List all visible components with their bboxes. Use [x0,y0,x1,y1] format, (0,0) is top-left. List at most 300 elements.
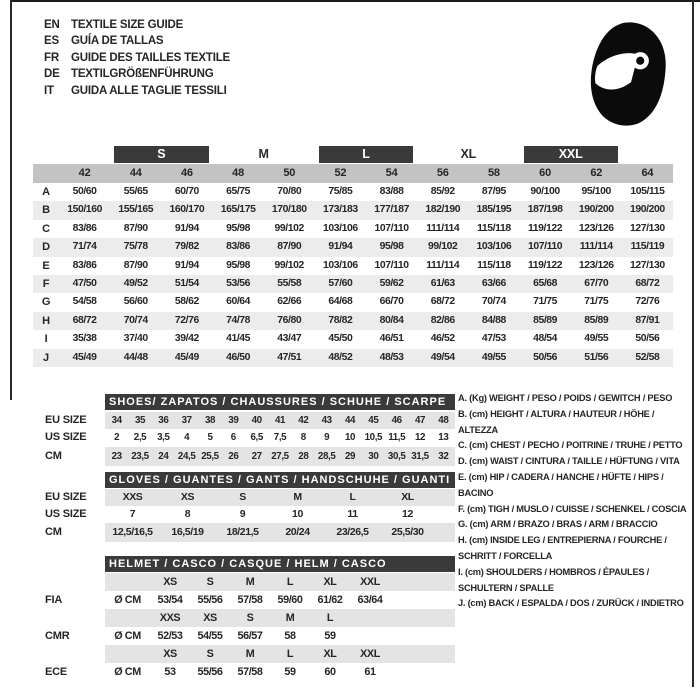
helmet-size-label: M [245,648,255,660]
border-left-line [10,0,12,400]
size-value: 36 [158,415,169,426]
size-value: 67/70 [584,277,609,289]
size-value: 52/58 [635,351,660,363]
helmet-size-label: M [285,612,295,624]
size-value: 87/91 [635,314,660,326]
size-value: 91/94 [174,259,199,271]
size-value: 95/98 [226,259,251,271]
language-label: TEXTILE SIZE GUIDE [71,19,184,31]
size-value: 45 [368,415,379,426]
helmet-size-label: S [206,648,214,660]
row-label: H [42,314,50,327]
size-column-header: 64 [641,167,654,179]
gloves-row-label: US SIZE [45,508,87,520]
helmet-size-label: S [246,612,254,624]
size-value: 40 [251,415,262,426]
shoes-row [105,429,455,446]
size-value: 45/49 [174,351,199,363]
size-value: XL [401,491,414,503]
shoes-section-title: SHOES/ ZAPATOS / CHAUSSURES / SCHUHE / SCARPE [105,394,455,410]
helmet-size-label: XXL [360,648,380,660]
size-value: 30 [368,451,379,462]
language-label: GUIDA ALLE TAGLIE TESSILI [71,84,227,97]
size-value: 115/118 [477,259,511,271]
size-value: 38 [204,415,216,426]
helmet-size-label: S [206,576,214,588]
size-value: 63/66 [481,277,506,289]
size-value: 47/53 [481,333,506,345]
size-value: 18/21,5 [226,526,259,538]
size-value: 105/115 [630,186,665,197]
size-value: 10 [292,508,303,520]
size-value: 123/126 [578,259,614,271]
size-value: 95/98 [379,241,404,253]
helmet-size-value: 53 [164,666,176,678]
size-value: 34 [111,415,122,426]
size-value: 37/40 [123,333,148,345]
helmet-size-label: XXS [159,612,181,624]
shoes-row-label: US SIZE [45,431,87,443]
size-value: 103/106 [476,241,512,253]
helmet-size-value: 59 [284,666,296,678]
size-value: 24,5 [177,451,196,462]
size-value: 82/86 [430,314,455,326]
size-value: 49/55 [481,351,506,363]
size-value: 190/200 [630,204,665,216]
size-value: 91/94 [328,241,353,253]
size-value: 60/70 [174,186,199,197]
size-value: 103/106 [323,222,358,234]
size-value: 29 [344,451,356,462]
size-value: 68/72 [430,296,455,308]
size-value: 71/74 [72,241,97,253]
size-value: 37 [181,415,192,426]
helmet-size-value: 57/58 [237,666,263,678]
helmet-size-value: 63/64 [357,594,383,606]
helmet-size-value: 57/58 [237,594,263,606]
size-column-header: 46 [180,167,193,179]
size-value: 10 [344,432,356,443]
size-value: 12 [414,432,426,443]
gloves-row-label: EU SIZE [45,491,87,503]
size-value: 55/58 [277,277,302,289]
size-value: 43/47 [277,333,302,345]
legend-item: C. (cm) CHEST / PECHO / POITRINE / TRUHE / PETTO [458,440,683,451]
measure-row-c [33,220,673,238]
size-value: 65/75 [226,186,251,197]
size-value: 35/38 [72,333,97,345]
size-value: 25,5 [201,451,219,462]
size-value: 65/68 [533,277,558,289]
size-value: 28 [298,451,309,462]
language-row [44,33,230,49]
size-value: 72/76 [174,314,199,326]
helmet-value-row [105,627,455,645]
size-value: 28,5 [317,451,336,462]
size-value: 85/89 [533,314,558,326]
helmet-size-label: XL [323,576,337,588]
size-value: 54/58 [72,296,97,308]
language-label: GUÍA DE TALLAS [71,35,164,48]
standard-label: CMR [45,630,70,642]
size-value: 185/195 [476,204,512,216]
measure-row-b [33,201,673,219]
size-value: 68/72 [72,314,97,326]
language-label: GUIDE DES TAILLES TEXTILE [71,51,230,64]
size-value: 57/60 [328,277,353,289]
size-value: 23 [111,451,122,462]
language-row [44,50,230,66]
row-label: G [41,296,51,309]
gloves-row [105,489,455,506]
helmet-size-value: 56/57 [237,630,263,642]
size-value: 51/56 [584,351,609,363]
size-value: 127/130 [630,222,665,234]
size-value: 59/62 [379,277,404,289]
size-value: 51/54 [174,277,199,289]
size-column-header: 56 [436,167,449,179]
size-value: 127/130 [630,259,665,271]
size-value: 46/51 [379,333,404,345]
helmet-value-row [105,663,455,681]
size-value: 76/80 [277,314,302,326]
size-value: 48/52 [328,351,353,363]
helmet-size-label: L [326,612,334,624]
size-value: 12 [402,508,413,520]
helmet-size-value: 60 [324,666,336,678]
size-value: 6 [230,432,236,443]
size-value: 49/55 [584,333,609,345]
size-value: 26 [228,451,239,462]
size-value: 83/86 [226,241,251,253]
size-value: 107/110 [527,241,563,253]
size-value: 10,5 [364,432,383,443]
size-value: 49/54 [430,351,455,363]
helmet-size-value: 52/53 [157,630,183,642]
helmet-size-label: XS [163,648,177,660]
size-value: 62/66 [277,296,302,308]
language-code: IT [44,84,54,97]
helmet-size-value: 61 [364,666,376,678]
size-value: 41/45 [226,333,251,345]
size-value: XS [180,491,195,503]
size-group-m: M [258,147,269,161]
language-row [44,83,230,99]
size-value: 72/76 [635,296,660,308]
size-column-header: 58 [487,167,500,179]
size-value: 11 [347,508,358,520]
row-label: E [42,259,50,272]
language-code: DE [44,68,60,81]
helmet-size-value: 54/55 [197,630,223,642]
size-column-header: 52 [334,167,347,179]
textile-size-table [33,145,673,367]
size-value: 177/187 [374,204,409,216]
size-value: 83/86 [72,259,97,271]
size-value: 91/94 [174,222,199,234]
size-value: 119/122 [527,259,563,271]
size-group-l: L [319,146,413,163]
size-value: 64/68 [328,296,353,308]
gloves-row [105,523,455,542]
size-value: 123/126 [578,222,614,234]
size-value: 95/100 [581,186,611,197]
size-value: 39/42 [174,333,199,345]
helmet-size-label: XL [323,648,337,660]
measure-row-f [33,275,673,293]
diameter-unit: Ø CM [114,594,141,606]
spacer-cell [33,164,59,183]
size-value: 60/64 [226,296,251,308]
size-value: 25,5/30 [391,526,424,538]
size-value: 27 [251,451,262,462]
shoes-row-label: EU SIZE [45,414,87,426]
size-value: 87/90 [123,259,148,271]
size-value: 107/110 [374,259,409,271]
helmet-size-label: L [286,576,294,588]
border-top-line [10,0,700,2]
size-column-header: 62 [590,167,603,179]
size-value: 5 [207,432,213,443]
row-label: D [42,241,50,254]
size-value: 9 [324,432,330,443]
size-value: 85/89 [584,314,609,326]
size-value: 20/24 [285,526,310,538]
size-value: 35 [134,415,146,426]
helmet-size-row [105,609,455,627]
size-value: 71/75 [584,296,609,308]
size-value: 115/118 [477,222,511,234]
size-column-header: 60 [539,167,551,179]
racing-helmet-icon [586,20,670,130]
size-value: S [239,491,246,503]
size-value: 75/85 [328,186,353,197]
row-label: C [42,222,50,235]
standard-label: ECE [45,666,68,678]
size-value: 66/70 [379,296,404,308]
size-value: 187/198 [527,204,563,216]
size-value: 111/114 [579,241,613,253]
size-value: 99/102 [428,241,458,253]
size-column-header: 50 [283,167,296,179]
row-label: J [43,351,49,364]
legend-item: I. (cm) SHOULDERS / HOMBROS / ÉPAULES / SCHULTERN / SPALLE [458,566,650,593]
legend-item: G. (cm) ARM / BRAZO / BRAS / ARM / BRACCIO [458,519,658,530]
legend-item: B. (cm) HEIGHT / ALTURA / HAUTEUR / HÖHE / ALTEZZA [458,408,655,435]
size-value: 24 [158,451,169,462]
size-group-xl: XL [460,147,477,161]
size-value: 48/54 [533,333,558,345]
measurement-legend [458,391,696,612]
size-value: 70/80 [277,186,302,197]
row-label: F [42,277,50,290]
size-value: 7 [129,508,136,520]
spacer-cell [105,609,150,627]
size-value: 115/119 [630,241,665,253]
size-value: 83/86 [72,222,97,234]
measure-row-i [33,330,673,348]
size-value: 165/175 [220,204,256,216]
row-label: B [42,204,50,217]
size-value: 58/62 [174,296,199,308]
size-value: 160/170 [169,204,205,216]
size-value: 87/90 [123,222,148,234]
size-value: 79/82 [174,241,199,253]
size-value: 53/56 [226,277,251,289]
shoes-row [105,412,455,429]
legend-item: A. (Kg) WEIGHT / PESO / POIDS / GEWITCH / PESO [458,393,673,403]
size-column-header: 42 [78,167,91,179]
size-value: 45/49 [72,351,97,363]
size-value: 107/110 [374,222,409,234]
gloves-row [105,506,455,523]
measure-row-g [33,293,673,311]
size-value: 87/90 [277,241,302,253]
size-value: 99/102 [274,259,304,271]
helmet-size-value: 58 [284,630,296,642]
size-value: 30,5 [387,451,406,462]
row-label: A [42,186,50,198]
helmet-size-label: XXL [360,576,380,588]
size-value: 78/82 [328,314,353,326]
language-code: EN [44,19,60,31]
legend-item: F. (cm) TIGH / MUSLO / CUISSE / SCHENKEL / COSCIA [458,503,687,514]
helmet-size-label: M [245,576,255,588]
size-value: 39 [228,415,239,426]
size-value: 68/72 [635,277,660,289]
legend-item: E. (cm) HIP / CADERA / HANCHE / HÜFTE / HIPS / BACINO [458,471,664,498]
size-value: 50/56 [635,333,660,345]
size-value: 27,5 [271,451,289,462]
legend-item: H. (cm) INSIDE LEG / ENTREPIERNA / FOURCHE / SCHRITT / FORCELLA [458,535,667,561]
measure-row-h [33,312,673,330]
helmet-section-title: HELMET / CASCO / CASQUE / HELM / CASCO [105,556,455,572]
legend-item: D. (cm) WAIST / CINTURA / TAILLE / HÜFTUNG / VITA [458,456,680,467]
helmet-size-row [105,573,455,591]
size-value: 46 [391,415,402,426]
helmet-size-value: 59 [324,630,336,642]
size-value: 70/74 [123,314,148,326]
size-value: 74/78 [226,314,251,326]
size-value: L [349,491,356,503]
size-value: 47/51 [277,351,302,363]
size-value: 2 [114,432,120,443]
diameter-unit: Ø CM [114,666,141,678]
size-value: 111/114 [426,222,460,234]
size-value: 182/190 [425,204,461,216]
gloves-section-title: GLOVES / GUANTES / GANTS / HANDSCHUHE / GUANTI [105,472,455,488]
size-value: 46/50 [226,351,251,363]
size-value: 45/50 [328,333,353,345]
size-value: 87/95 [481,186,506,197]
size-column-header: 54 [385,167,398,179]
size-value: 23,5 [131,451,149,462]
measure-row-a [33,183,673,201]
spacer-cell [105,573,150,591]
size-value: 95/98 [226,222,251,234]
size-value: 43 [321,415,332,426]
size-value: 32 [438,451,449,462]
size-value: 49/52 [123,277,148,289]
size-value: 8 [184,508,191,520]
row-label: I [44,333,48,346]
language-code: ES [44,35,59,48]
size-value: 12,5/16,5 [112,526,153,538]
size-value: 48 [438,415,449,426]
size-value: 23/26,5 [336,526,369,538]
helmet-size-value: 55/56 [197,594,223,606]
size-value: 6,5 [250,432,263,443]
measure-row-e [33,257,673,275]
size-value: 8 [300,432,306,443]
size-column-header: 44 [129,167,142,179]
size-value: 99/102 [274,222,304,234]
size-value: 9 [239,508,246,520]
helmet-value-row [105,591,455,609]
size-value: 75/78 [123,241,148,253]
language-row [44,17,230,33]
helmet-size-label: L [286,648,294,660]
size-value: 3,5 [157,432,170,443]
size-value: 50/56 [533,351,558,363]
diameter-unit: Ø CM [114,630,141,642]
size-value: 46/52 [430,333,455,345]
size-value: 111/114 [426,259,460,271]
size-value: 11,5 [388,432,406,443]
size-value: 170/180 [271,204,307,216]
measure-row-d [33,238,673,256]
size-value: 50/60 [72,186,97,197]
language-list [44,17,230,99]
measure-row-j [33,349,673,367]
size-value: 41 [274,415,286,426]
helmet-size-label: XS [163,576,177,588]
size-value: 119/122 [527,222,563,234]
size-value: 56/60 [123,296,148,308]
size-group-s: S [114,146,208,163]
size-value: M [293,491,302,503]
size-value: 7,5 [273,432,287,443]
size-value: 44/48 [123,351,148,363]
language-row [44,66,230,82]
helmet-size-label: XS [203,612,217,624]
size-value: 61/63 [430,277,455,289]
size-value: 85/92 [430,186,455,197]
language-label: TEXTILGRÖßENFÜHRUNG [71,68,214,81]
size-value: 71/75 [533,296,558,308]
helmet-size-value: 53/54 [157,594,183,606]
shoes-row [105,447,455,466]
size-value: 190/200 [578,204,614,216]
shoes-row-label: CM [45,450,62,462]
size-value: 155/165 [118,204,154,216]
size-group-header [33,145,673,164]
helmet-size-value: 55/56 [197,666,223,678]
size-group-xxl: XXL [524,146,618,163]
size-value: 150/160 [67,204,102,216]
helmet-size-value: 59/60 [277,594,303,606]
gloves-row-label: CM [45,526,62,538]
size-value: 13 [438,432,449,443]
measurement-rows [33,183,673,367]
size-number-bar [33,164,673,183]
size-value: 42 [298,415,309,426]
size-value: 2,5 [133,432,147,443]
size-value: 173/183 [323,204,358,216]
standard-label: FIA [45,594,63,606]
size-column-header: 48 [232,167,244,179]
size-value: 84/88 [481,314,506,326]
